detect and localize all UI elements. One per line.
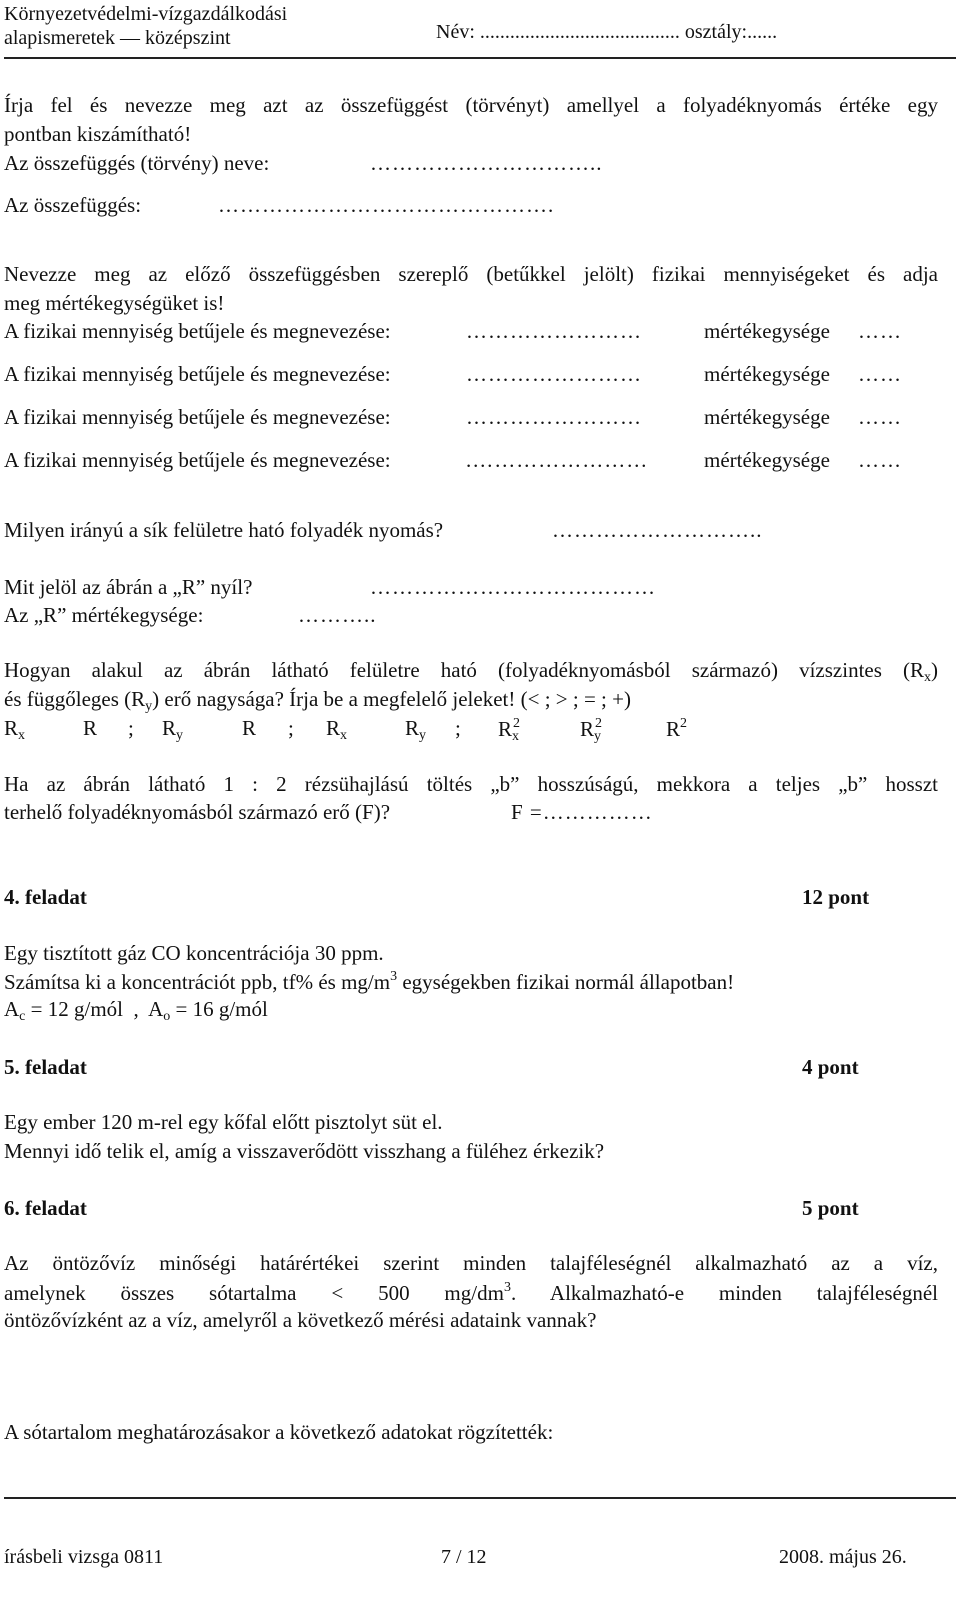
law-blank[interactable]: ………………………………………. [218, 193, 555, 217]
task4-line1: Egy tisztított gáz CO koncentrációja 30 ppm. [4, 941, 384, 965]
question-forces-line1: Hogyan alakul az ábrán látható felületre ható (folyadéknyomásból származó) vízszintes $(R_x)$ [4, 658, 938, 685]
quantity-row-blank[interactable]: …………………… [466, 405, 642, 429]
task5-title: 5. feladat [4, 1055, 87, 1079]
quantity-row-unit-label: mértékegysége [704, 362, 830, 386]
quantity-row-unit-blank[interactable]: …… [858, 448, 902, 472]
force-answer-blank[interactable]: F =…………… [511, 800, 653, 824]
footer-page-number: 7 / 12 [441, 1546, 487, 1568]
comparison-rx-squared: $R_x^2$ [498, 716, 521, 744]
comparison-ry-squared: $R_y^2$ [580, 716, 603, 744]
comparison-r: R [242, 716, 257, 740]
r-unit-blank[interactable]: ……….. [298, 603, 377, 627]
task4-line3: $A_c = 12$ g/mól , $A_o = 16$ g/mól [4, 997, 268, 1024]
question-pressure-direction: Milyen irányú a sík felületre ható folyadék nyomás? [4, 518, 444, 542]
comparison-rx: $R_x$ [4, 716, 26, 743]
quantity-row-unit-blank[interactable]: …… [858, 319, 902, 343]
comparison-ry: $R_y$ [405, 716, 427, 743]
comparison-r: R [83, 716, 98, 740]
header-subject-line1: Környezetvédelmi-vízgazdálkodási [4, 3, 288, 25]
question-quantities-line1: Nevezze meg az előző összefüggésben szereplő (betűkkel jelölt) fizikai mennyiségeket és adja [4, 262, 938, 286]
header-name-field: Név: ........................................ osztály:...... [436, 21, 778, 43]
question-force-line2: terhelő folyadéknyomásból származó erő (F)? [4, 800, 391, 824]
comparison-r-squared: $R^2$ [666, 716, 688, 741]
task4-line2: Számítsa ki a koncentrációt ppb, tf% és $mg/m^3$ egységekben fizikai normál állapotban! [4, 969, 735, 994]
question-forces-line2: és függőleges $(R_y)$ erő nagysága? Írja be a megfelelő jeleket! (< ; > ; = ; +) [4, 687, 631, 714]
task5-line1: Egy ember 120 m-rel egy kőfal előtt pisztolyt süt el. [4, 1110, 443, 1134]
quantity-row-label: A fizikai mennyiség betűjele és megnevezése: [4, 319, 391, 343]
task5-points: 4 pont [802, 1055, 859, 1079]
task6-line2: amelynek összes sótartalma < 500 $mg/dm^3$. Alkalmazható-e minden talajféleségnél [4, 1280, 938, 1305]
quantity-row-blank[interactable]: …………………… [466, 319, 642, 343]
quantity-row-unit-blank[interactable]: …… [858, 405, 902, 429]
footer-exam-code: írásbeli vizsga 0811 [4, 1546, 164, 1568]
header-rule [4, 57, 956, 59]
comparison-rx: $R_x$ [326, 716, 348, 743]
task6-title: 6. feladat [4, 1196, 87, 1220]
comparison-separator: ; [128, 716, 134, 740]
quantity-row-label: A fizikai mennyiség betűjele és megnevezése: [4, 405, 391, 429]
r-arrow-blank[interactable]: ………………………………… [370, 575, 656, 599]
pressure-direction-blank[interactable]: ……………………….. [552, 518, 763, 542]
task6-line4: A sótartalom meghatározásakor a következő adatokat rögzítették: [4, 1420, 554, 1444]
header-subject-line2: alapismeretek — középszint [4, 27, 231, 49]
question-law-line1: Írja fel és nevezze meg azt az összefüggést (törvényt) amellyel a folyadéknyomás értéke egy [4, 93, 938, 117]
task6-line1: Az öntözővíz minőségi határértékei szerint minden talajféleségnél alkalmazható az a víz, [4, 1251, 938, 1275]
question-force-line1: Ha az ábrán látható 1 : 2 rézsühajlású töltés „b” hosszúságú, mekkora a teljes „b” hosszt [4, 772, 938, 796]
question-r-unit: Az „R” mértékegysége: [4, 603, 204, 627]
comparison-separator: ; [455, 716, 461, 740]
comparison-ry: $R_y$ [162, 716, 184, 743]
question-r-arrow: Mit jelöl az ábrán a „R” nyíl? [4, 575, 253, 599]
task6-line3: öntözővízként az a víz, amelyről a következő mérési adataink vannak? [4, 1308, 597, 1332]
law-name-blank[interactable]: ………………………….. [370, 151, 603, 175]
quantity-row-unit-label: mértékegysége [704, 319, 830, 343]
law-label: Az összefüggés: [4, 193, 142, 217]
task4-points: 12 pont [802, 885, 870, 909]
quantity-row-blank[interactable]: …………………… [466, 362, 642, 386]
task6-points: 5 pont [802, 1196, 859, 1220]
quantity-row-unit-label: mértékegysége [704, 405, 830, 429]
comparison-separator: ; [288, 716, 294, 740]
law-name-label: Az összefüggés (törvény) neve: [4, 151, 270, 175]
quantity-row-unit-blank[interactable]: …… [858, 362, 902, 386]
quantity-row-label: A fizikai mennyiség betűjele és megnevezése: [4, 362, 391, 386]
task4-title: 4. feladat [4, 885, 87, 909]
quantity-row-label: A fizikai mennyiség betűjele és megnevezése: [4, 448, 391, 472]
footer-rule [4, 1497, 956, 1499]
footer-date: 2008. május 26. [779, 1546, 907, 1568]
task5-line2: Mennyi idő telik el, amíg a visszaverődött visszhang a füléhez érkezik? [4, 1139, 605, 1163]
quantity-row-unit-label: mértékegysége [704, 448, 830, 472]
question-quantities-line2: meg mértékegységüket is! [4, 291, 225, 315]
quantity-row-blank[interactable]: .…………………… [466, 448, 649, 472]
question-law-line2: pontban kiszámítható! [4, 122, 192, 146]
